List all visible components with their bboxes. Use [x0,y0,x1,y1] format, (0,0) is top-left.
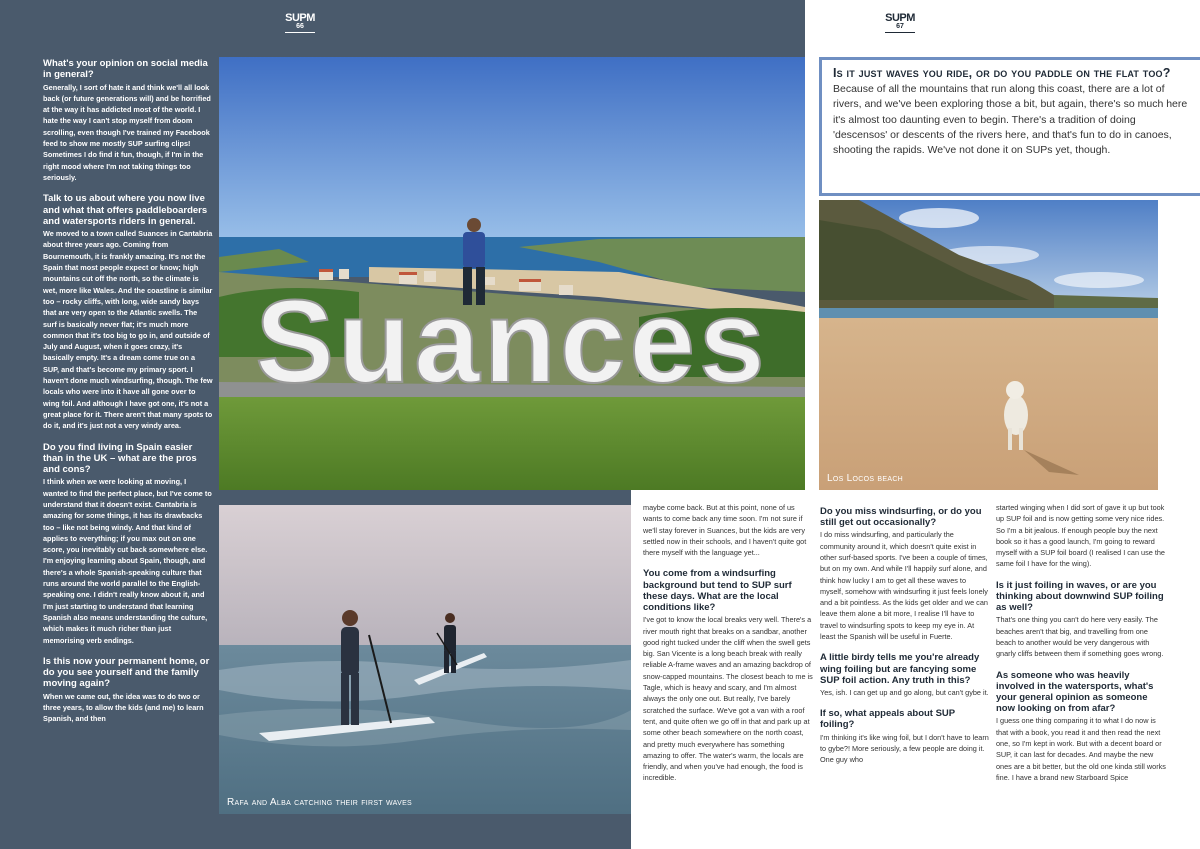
callout-question: Is it just waves you ride, or do you paddle on the flat too? [833,66,1171,80]
answer: I'm thinking it's like wing foil, but I don't have to learn to gybe?! More seriously, a few people are doing it. One guy who [820,732,989,765]
callout-answer: Because of all the mountains that run along this coast, there are a lot of rivers, and we've been exploring those a bit, but again, there's so much here it's almost too daunting even to begin. There's a tradition of doing 'descensos' or descents of the rivers here, and that's fun to do in canoes, shooting the rapids. We've not done it on SUPs yet, though. [833,83,1188,157]
answer: That's one thing you can't do here very easily. The beaches aren't that big, and travelling from one beach to another would be very dangerous with gnarly cliffs between them if something goes wrong. [996,615,1164,659]
photo-caption: Rafa and Alba catching their first waves [227,797,413,808]
paddlers-photo [219,505,631,814]
answer: When we came out, the idea was to do two or three years, to allow the kids (and me) to learn Spanish, and then [43,691,204,724]
magazine-logo: SUPM [285,12,315,24]
question: What's your opinion on social media in general? [43,58,208,81]
question: You come from a windsurfing background but tend to SUP surf these days. What are the local conditions like? [643,568,792,614]
pull-callout [819,57,1200,196]
beach-photo-graphic [819,200,1158,490]
answer: Yes, ish. I can get up and go along, but can't gybe it. [820,687,989,697]
photo-caption: Los Locos beach [827,473,904,484]
sign-letters: Suances [255,276,769,408]
answer: I do miss windsurfing, and particularly the community around it, which doesn't quite exist in other surf-based sports. I've been a couple of times, but on my own. And while I'll happily surf alone, and think how lucky I am to get all these waves to myself, somehow with windsurfing it just feels lonely and a bit pointless. As the kids get older and we can leave them alone a bit more, I realise I'll have to travel to windsurfing spots to keep my eye in. At least the Spanish will be useful in Fuerte. [820,530,988,642]
answer: Generally, I sort of hate it and think we'll all look back (or future generations will) and be horrified at the way it has addicted most of the world. I hate the way I can't stop myself from doom scrolling, even though I've trained my Facebook feed to show me mostly SUP surfing clips! Sometimes I do find it fun, though, if I'm in the right mood where I'm not taking things too seriously. [43,82,211,182]
question: Do you find living in Spain easier than in the UK – what are the pros and cons? [43,441,197,476]
answer: maybe come back. But at this point, none of us wants to come back any time soon. I'm not sure if we'll stay forever in Suances, but the kids are very settled now in their schools, and I haven't quite got there myself with the language yet... [643,503,807,558]
suances-sign-photo [219,57,805,490]
answer: started winging when I did sort of gave it up but took up SUP foil and is now getting some very nice rides. So I'm a bit jealous. If enough people buy the next book so it has a good launch, I'm going to reward myself with a SUP foil board (I realised I can use the same foil I have for the wing). [996,503,1165,569]
suances-photo-graphic [219,57,805,490]
question: Talk to us about where you now live and what that offers paddleboarders and watersports riders in general. [43,193,208,227]
question: If so, what appeals about SUP foiling? [820,708,955,731]
page-number: 67 [896,23,904,30]
right-column-b [996,502,1166,793]
header-rule [285,32,315,33]
page-header-left [280,12,320,33]
page-number: 66 [296,23,304,30]
page-header-right [880,12,920,33]
answer: I guess one thing comparing it to what I do now is that with a book, you read it and then read the next one, so I'm kept in work. But with a decent board or SUP, it can last for decades. And maybe the new ones are a bit better, but the old one kinda still works fine. I have a brand new Starboard Spice [996,716,1166,782]
question: Is this now your permanent home, or do you see yourself and the family moving again? [43,655,210,690]
header-rule [885,32,915,33]
magazine-logo: SUPM [885,12,915,24]
paddlers-photo-graphic [219,505,631,814]
question: Is it just foiling in waves, or are you thinking about downwind SUP foiling as well? [996,579,1164,614]
middle-column [643,502,813,794]
question: A little birdy tells me you're already wing foiling but are fancying some SUP foil action. Any truth in this? [820,652,980,686]
question: As someone who was heavily involved in the watersports, what's your general opinion as someone now looking on from afar? [996,669,1154,715]
question: Do you miss windsurfing, or do you still get out occasionally? [820,506,982,529]
beach-photo [819,200,1158,490]
right-column-a [820,506,990,776]
answer: I think when we were looking at moving, I wanted to find the perfect place, but I've come to understand that it doesn't exist. Cantabria is amazing for some things, it has its drawbacks too – like not being windy. And that kind of applies to everything; if you max out on one score, you inevitably cut back somewhere else. I'm enjoying learning about Spain, though, and there's a whole Spanish-speaking culture that runs around the world parallel to the English-speaking one. I didn't really know about it, and I'm just starting to understand that learning Spanish also means understanding the culture, which makes it much richer than just memorising verb endings. [43,477,212,645]
answer: I've got to know the local breaks very well. There's a river mouth right that breaks on a sandbar, another good right tucked under the cliff when the swell gets big. San Vicente is a long beach break with really reliable A-frame waves and an amazing backdrop of snow-capped mountains. The closest beach to me is Tagle, which is heavy and scary, and I'm almost always the only one out. But really, I've barely scratched the surface. We've got a van with a roof tent, and quite often we go off in that and park up at some other beach somewhere on the north coast, and pretty much everywhere has something amazing to offer. The water's warm, the locals are friendly, and when you've had enough, the food is incredible. [643,615,813,783]
answer: We moved to a town called Suances in Cantabria about three years ago. Coming from Bournemouth, it is frankly amazing. It's not the Spain that most people expect or know; high mountains cut off the north, so the climate is wet, more like Wales. And the coastline is similar too – rocky cliffs, with long, wide sandy bays that are very open to the Atlantic swells. The surf is basically never flat; it's much more common that it's too big to go in, and outside of July and August, when it goes crazy, it's basically empty. It's a dream come true on a SUP, and that's become my primary sport. I haven't done much windsurfing, though. The few locals who were into it have all gone over to wing foil. And although I have got one, it's not a great place for it. There aren't that many spots to do it, and it's just not a very windy area. [43,229,213,431]
left-column [43,58,213,735]
